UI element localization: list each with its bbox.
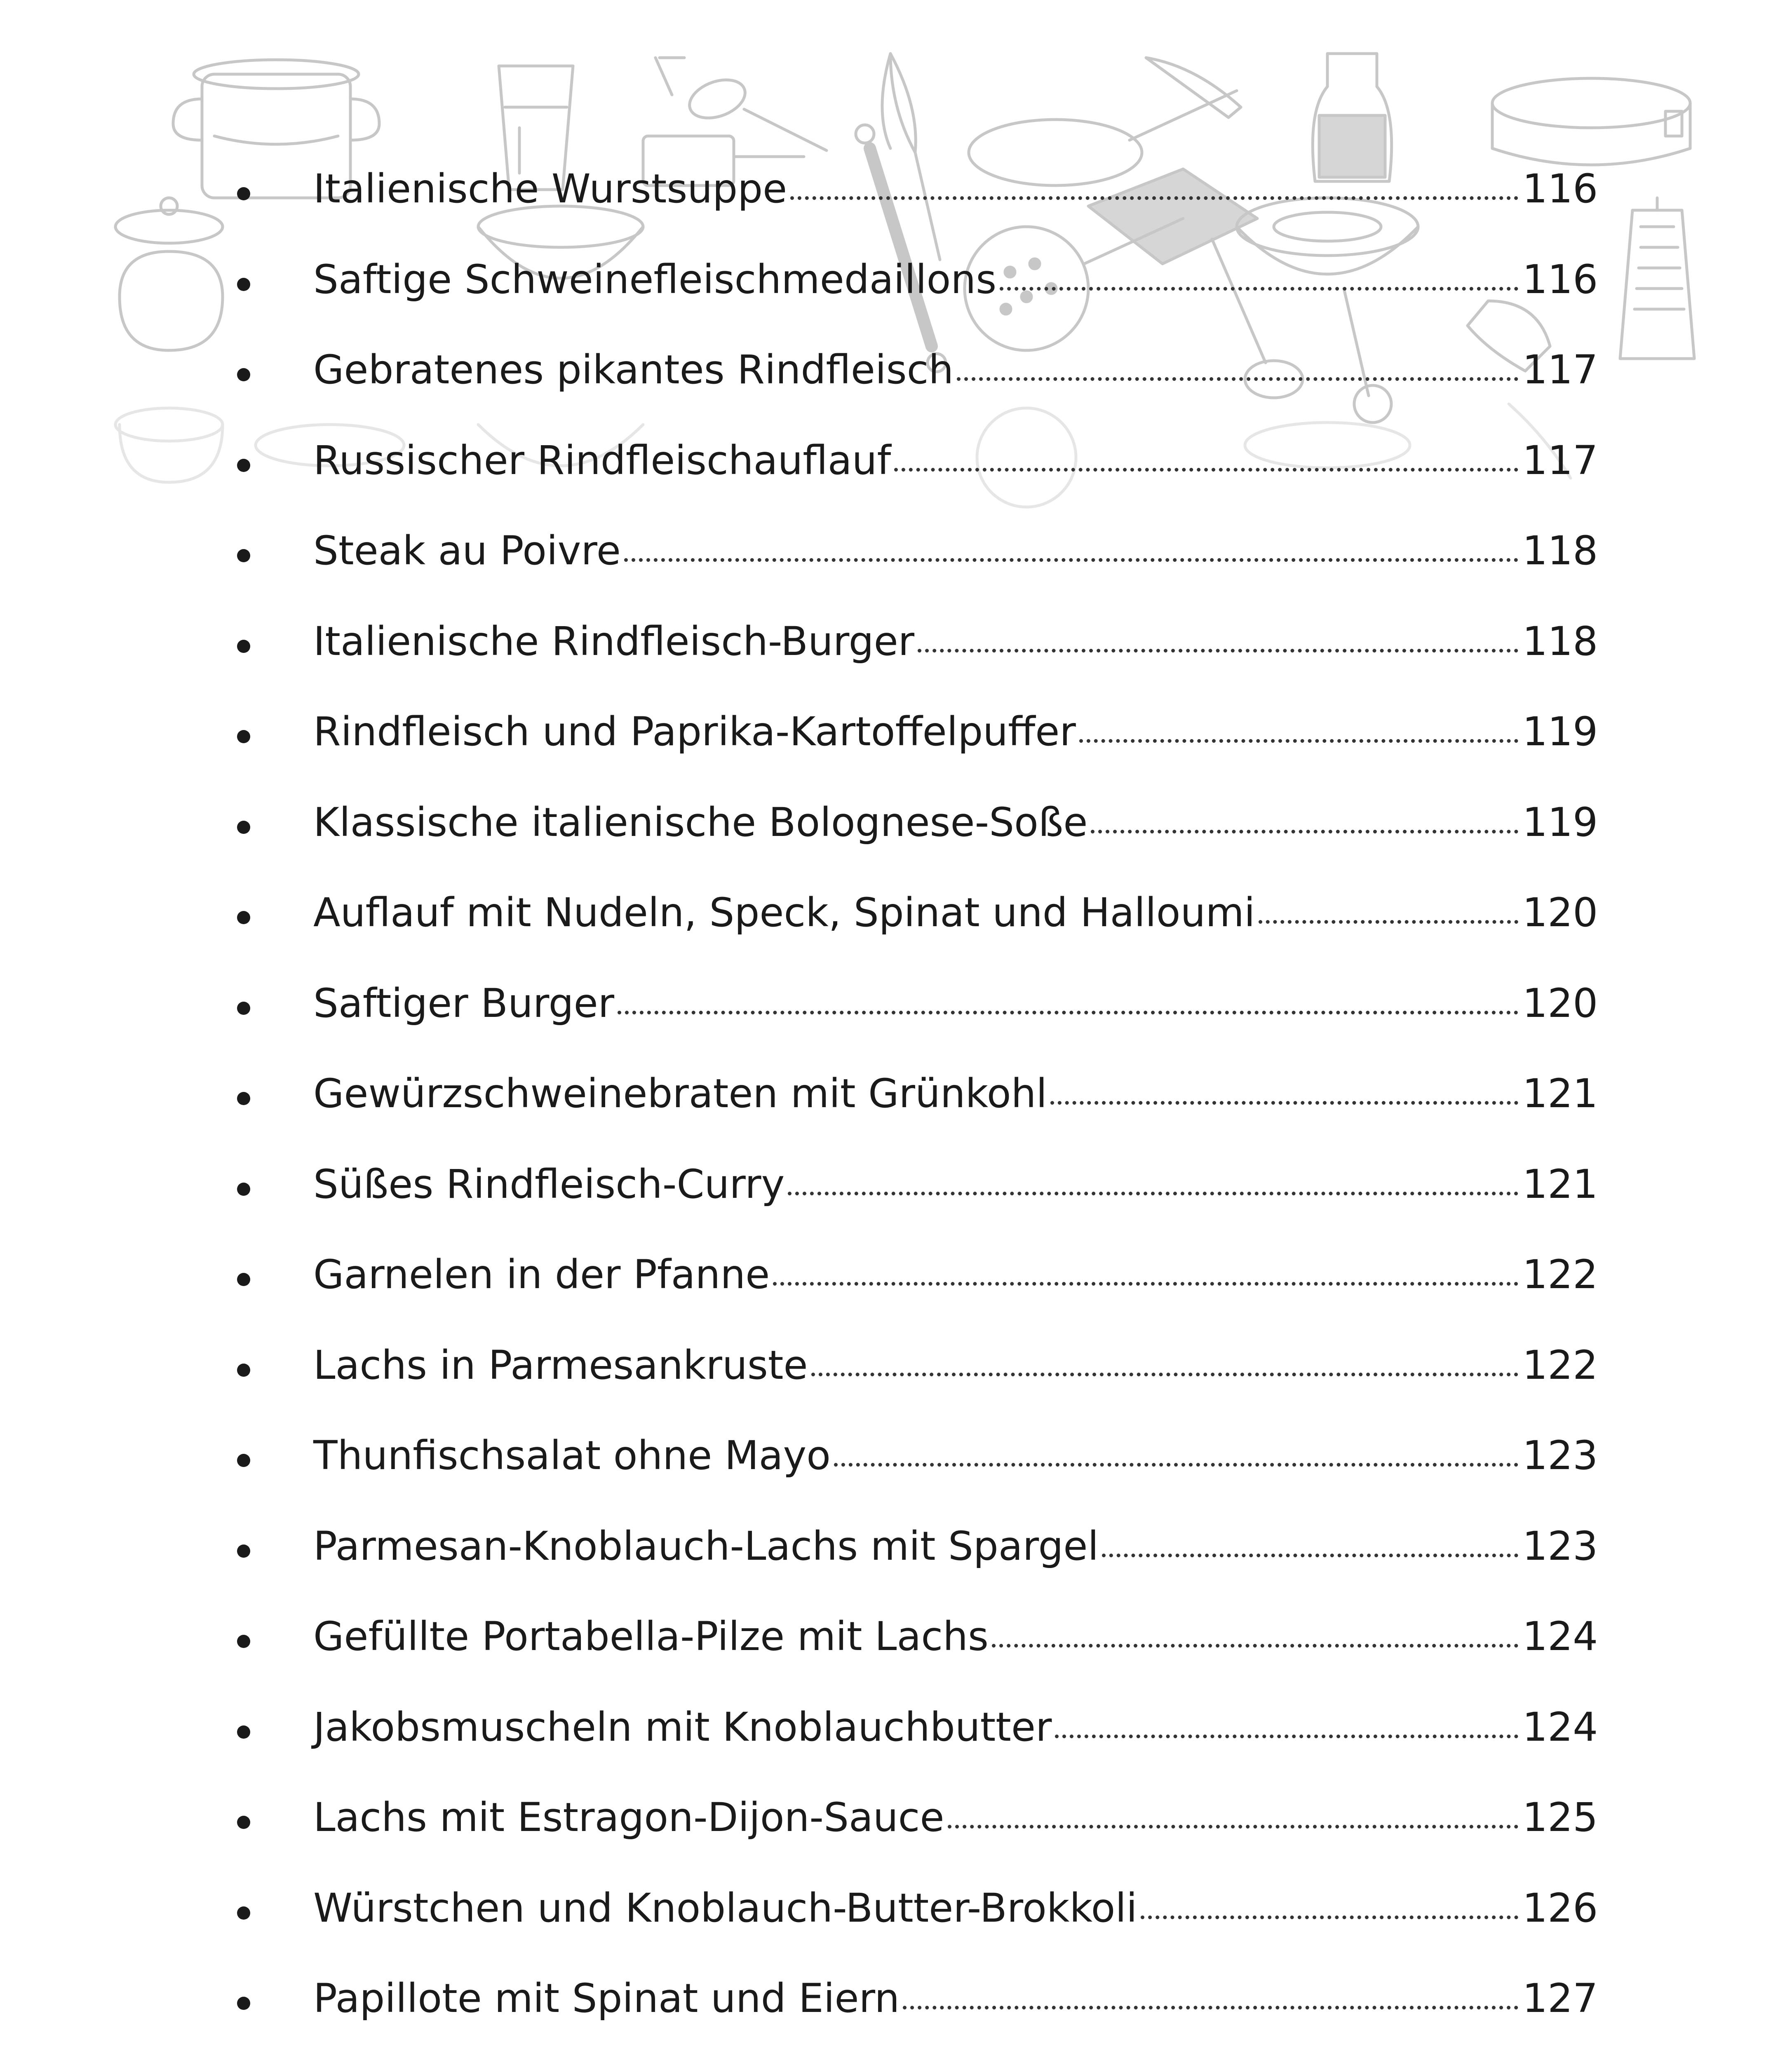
entry-title: Klassische italienische Bolognese-Soße [313,799,1088,845]
toc-entry[interactable] [237,709,1598,803]
toc-entry[interactable] [237,256,1598,350]
page-number: 120 [1522,890,1598,936]
bullet-icon [237,1454,250,1467]
dot-leader [1050,1101,1518,1105]
entry-title: Gefüllte Portabella-Pilze mit Lachs [313,1613,989,1660]
spoon-icon [684,73,827,150]
bullet-icon [237,278,250,291]
toc-entry[interactable] [237,1704,1598,1798]
toc-entry[interactable] [237,1523,1598,1617]
bullet-icon [237,368,250,381]
toc-entry[interactable] [237,528,1598,622]
entry-title: Italienische Wurstsuppe [313,166,787,212]
dot-leader [790,196,1518,200]
dot-leader [1000,287,1518,291]
bullet-icon [237,730,250,743]
entry-title: Süßes Rindfleisch-Curry [313,1161,785,1207]
dot-leader [957,377,1518,381]
toc-entry[interactable] [237,1885,1598,1979]
bullet-icon [237,1725,250,1739]
dot-leader [1141,1915,1518,1919]
bullet-icon [237,821,250,834]
bullet-icon [237,459,250,472]
toc-entry[interactable] [237,1251,1598,1345]
bullet-icon [237,1002,250,1015]
bullet-icon [237,1906,250,1920]
toc-entry[interactable] [237,618,1598,712]
toc-entry[interactable] [237,890,1598,984]
page-number: 117 [1522,347,1598,393]
entry-title: Lachs mit Estragon-Dijon-Sauce [313,1794,944,1840]
dot-leader [1102,1554,1518,1557]
toc-entry[interactable] [237,1342,1598,1436]
entry-title: Gewürzschweinebraten mit Grünkohl [313,1070,1047,1117]
dot-leader [618,1011,1518,1014]
page-number: 118 [1522,528,1598,574]
dot-leader [834,1463,1518,1467]
entry-title: Lachs in Parmesankruste [313,1342,808,1388]
toc-entry[interactable] [237,1432,1598,1526]
entry-title: Garnelen in der Pfanne [313,1251,770,1298]
dot-leader [811,1373,1518,1376]
page-number: 116 [1522,166,1598,212]
page-number: 122 [1522,1342,1598,1388]
page-number: 121 [1522,1161,1598,1207]
dot-leader [624,558,1518,562]
bullet-icon [237,1273,250,1286]
entry-title: Italienische Rindfleisch-Burger [313,618,915,664]
toc-entry[interactable] [237,799,1598,893]
page-number: 127 [1522,1975,1598,2021]
bullet-icon [237,911,250,924]
toc-entry[interactable] [237,1613,1598,1707]
toc-entry[interactable] [237,347,1598,441]
toc-entry[interactable] [237,1794,1598,1888]
dot-leader [948,1825,1518,1829]
knife-icon [1146,58,1241,117]
page-number: 116 [1522,256,1598,303]
bullet-icon [237,1997,250,2010]
bullet-icon [237,1364,250,1377]
page-number: 125 [1522,1794,1598,1840]
pitcher-icon [1313,54,1391,181]
entry-title: Gebratenes pikantes Rindfleisch [313,347,954,393]
bullet-icon [237,1816,250,1829]
dot-leader [1055,1735,1518,1738]
page-number: 121 [1522,1070,1598,1117]
bullet-icon [237,187,250,200]
entry-title: Parmesan-Knoblauch-Lachs mit Spargel [313,1523,1099,1569]
entry-title: Russischer Rindfleischauflauf [313,437,891,484]
toc-entry[interactable] [237,980,1598,1074]
toc-entry[interactable] [237,1070,1598,1164]
entry-title: Steak au Poivre [313,528,621,574]
page-number: 123 [1522,1523,1598,1569]
lidded-pot-icon [115,198,223,350]
dot-leader [773,1282,1518,1286]
page-number: 117 [1522,437,1598,484]
dot-leader [1091,830,1518,833]
dot-leader [1079,739,1518,743]
toc-entry[interactable] [237,437,1598,531]
dot-leader [992,1644,1518,1648]
bullet-icon [237,549,250,562]
dot-leader [918,649,1518,653]
entry-title: Saftiger Burger [313,980,615,1026]
entry-title: Auflauf mit Nudeln, Speck, Spinat und Halloumi [313,890,1255,936]
dot-leader [788,1192,1518,1195]
entry-title: Thunfischsalat ohne Mayo [313,1432,831,1479]
page-number: 124 [1522,1613,1598,1660]
dot-leader [903,2006,1518,2009]
dot-leader [1259,920,1519,924]
page-number: 122 [1522,1251,1598,1298]
entry-title: Jakobsmuscheln mit Knoblauchbutter [313,1704,1052,1750]
page-number: 118 [1522,618,1598,664]
bullet-icon [237,640,250,653]
page-number: 123 [1522,1432,1598,1479]
page-number: 124 [1522,1704,1598,1750]
bullet-icon [237,1183,250,1196]
bullet-icon [237,1092,250,1105]
springform-pan-icon [1492,78,1690,165]
table-of-contents [237,166,1598,2061]
page-number: 120 [1522,980,1598,1026]
dot-leader [894,468,1518,472]
entry-title: Würstchen und Knoblauch-Butter-Brokkoli [313,1885,1137,1931]
bullet-icon [237,1635,250,1648]
grater-icon [1620,198,1694,359]
toc-entry[interactable] [237,1161,1598,1255]
bullet-icon [237,1545,250,1558]
page-number: 126 [1522,1885,1598,1931]
toc-entry[interactable] [237,166,1598,260]
entry-title: Papillote mit Spinat und Eiern [313,1975,900,2021]
toc-entry[interactable] [237,1975,1598,2061]
page-number: 119 [1522,799,1598,845]
entry-title: Rindfleisch und Paprika-Kartoffelpuffer [313,709,1076,755]
page-number: 119 [1522,709,1598,755]
entry-title: Saftige Schweinefleischmedaillons [313,256,997,303]
